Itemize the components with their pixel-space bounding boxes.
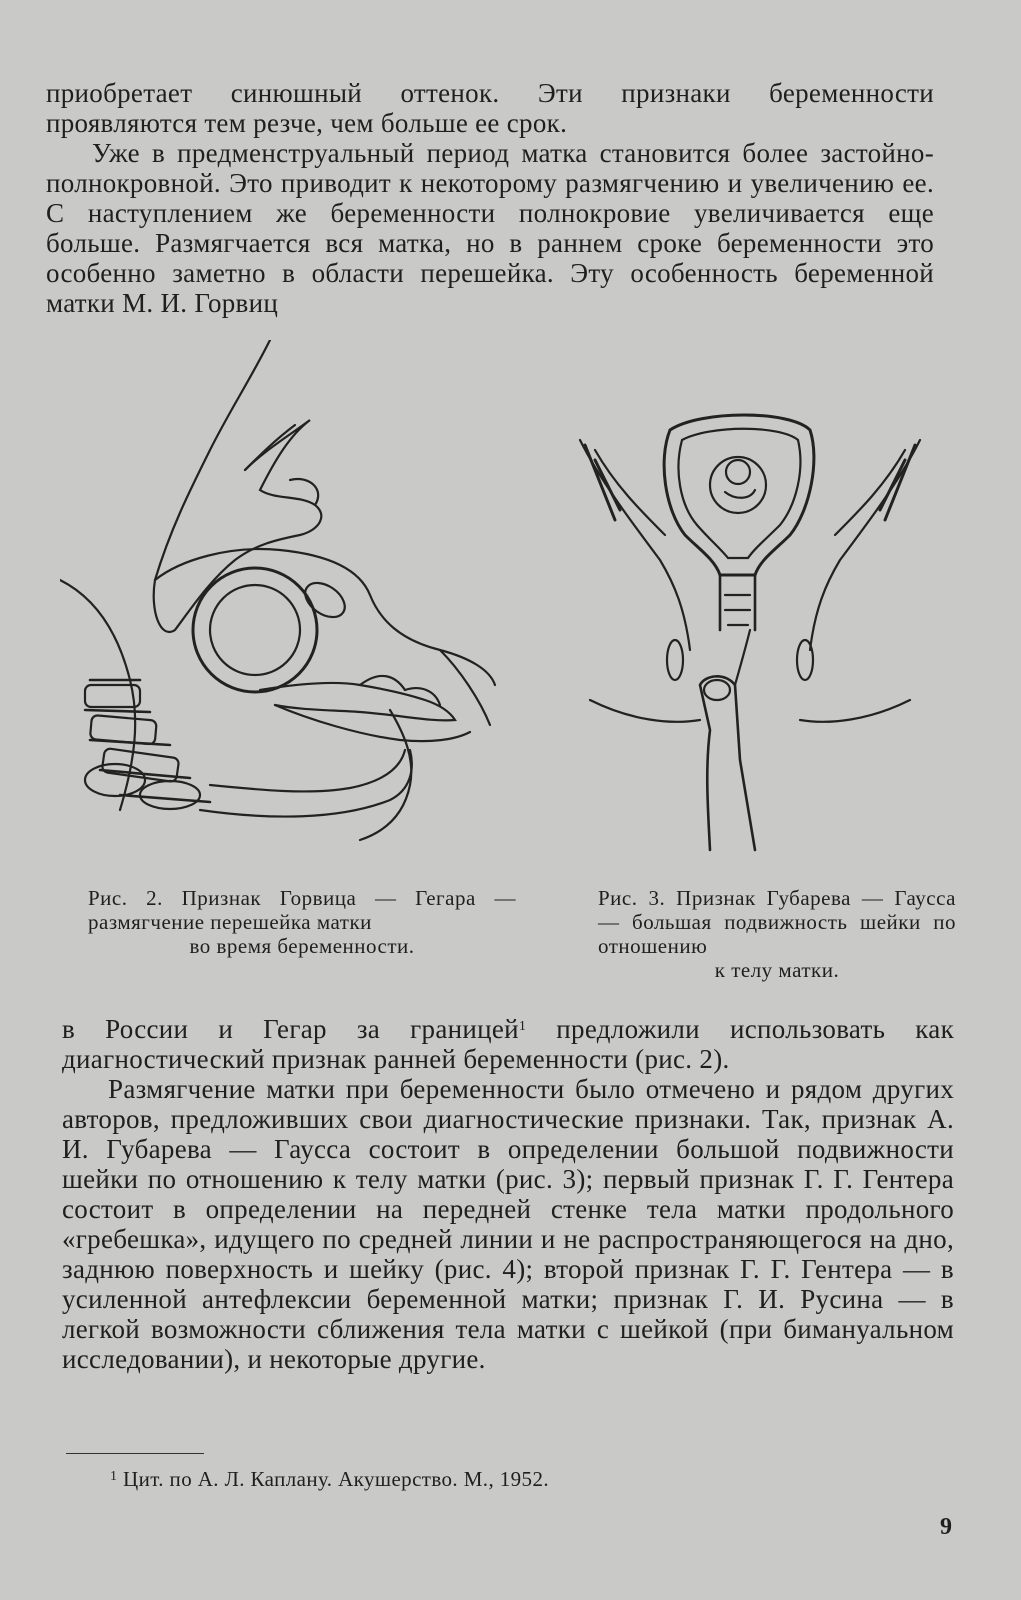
paragraph-gegar: [62, 1014, 954, 1074]
paragraph-premenstrual: Уже в предменструальный период матка становится более застойно-полнокровной. Это приводит к некоторому размягчению и увеличению ее. С наступлением же беременности полнокровие увеличивается еще больше. Размягчается вся матка, но в раннем сроке беременности это особенно заметно в области перешейка. Эту особенность беременной матки М. И. Горвиц: [46, 138, 934, 318]
footnote: [110, 1466, 549, 1492]
figure-3-caption-last: к телу матки.: [714, 958, 840, 982]
paragraph-gegar-end: предложили использовать как диагностический признак ранней беременности (рис. 2).: [62, 1014, 954, 1074]
footnote-text: Цит. по А. Л. Каплану. Акушерство. М., 1952.: [117, 1467, 550, 1491]
footnote-reference[interactable]: 1: [518, 1019, 527, 1034]
footnote-marker: 1: [110, 1469, 118, 1484]
uterus-body: [193, 568, 317, 692]
top-text-block: [46, 78, 934, 318]
cervical-canal: [720, 575, 755, 630]
cervix: [260, 683, 455, 720]
paragraph-gegar-start: в России и Гегар за границей: [62, 1014, 519, 1044]
page-number: 9: [940, 1514, 952, 1540]
figure-2-caption: [88, 886, 516, 958]
footnote-divider: [66, 1453, 204, 1454]
figure-2-caption-main: Рис. 2. Признак Горвица — Гегара — размягчение перешейка матки: [88, 886, 516, 934]
paragraph-continued: приобретает синюшный оттенок. Эти признаки беременности проявляются тем резче, чем больше ее срок.: [46, 78, 934, 138]
figure-2-illustration: [60, 340, 510, 860]
figure-3-caption-main: Рис. 3. Признак Губарева — Гаусса — большая подвижность шейки по отношению: [598, 886, 956, 958]
examining-finger: [700, 676, 755, 850]
figure-3-illustration: [560, 400, 940, 860]
figure-3-caption: [598, 886, 956, 982]
figure-2-caption-last: во время беременности.: [189, 934, 415, 958]
paragraph-softening: Размягчение матки при беременности было отмечено и рядом других авторов, предложивших свои диагностические признаки. Так, признак А. И. Губарева — Гаусса состоит в определении большой подвижности шейки по отношению к телу матки (рис. 3); первый признак Г. Г. Гентера состоит в определении на передней стенке тела матки продольного «гребешка», идущего по средней линии и не распространяющегося на дно, заднюю поверхность и шейку (рис. 4); второй признак Г. Г. Гентера — в усиленной антефлексии беременной матки; признак Г. И. Русина — в легкой возможности сближения тела матки с шейкой (при бимануальном исследовании), и некоторые другие.: [62, 1074, 954, 1374]
bottom-text-block: [62, 1014, 954, 1374]
